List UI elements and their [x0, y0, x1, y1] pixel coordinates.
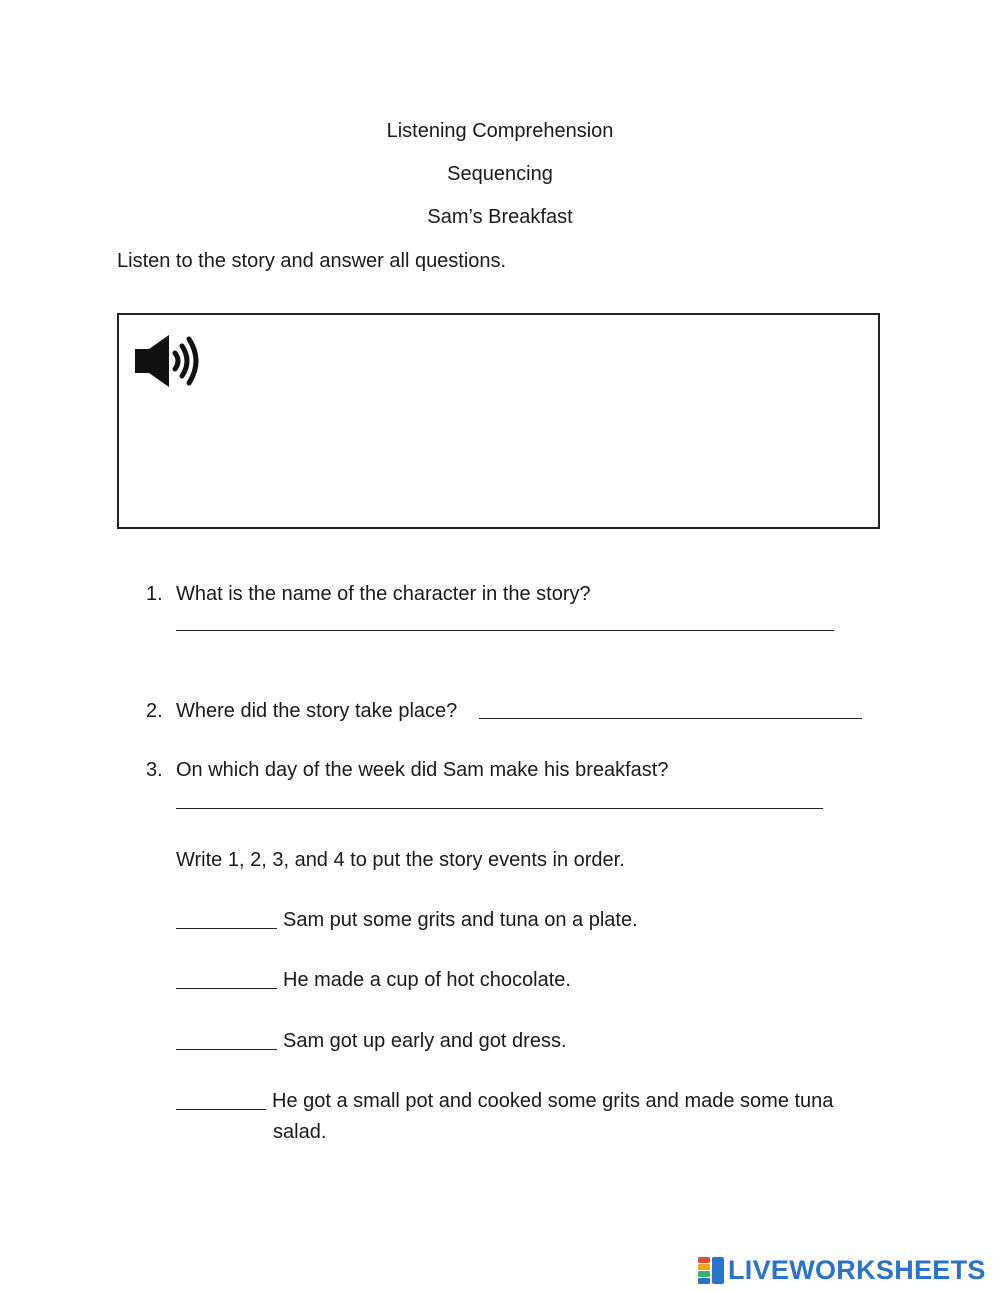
sequencing-instruction: Write 1, 2, 3, and 4 to put the story events in order. — [176, 849, 625, 871]
audio-player-box — [117, 313, 880, 529]
question-text: On which day of the week did Sam make his breakfast? — [176, 759, 669, 781]
order-blank[interactable] — [176, 988, 277, 989]
event-text: Sam got up early and got dress. — [283, 1030, 567, 1052]
logo-badge-icon — [698, 1255, 726, 1285]
question-number: 2. — [146, 700, 163, 722]
answer-line-q3[interactable] — [176, 808, 823, 809]
question-number: 3. — [146, 759, 163, 781]
worksheet-title: Listening Comprehension — [386, 120, 614, 142]
speaker-icon[interactable] — [133, 331, 205, 391]
event-text: He got a small pot and cooked some grits and made some tuna — [272, 1090, 834, 1112]
answer-line-q2[interactable] — [479, 718, 862, 719]
question-number: 1. — [146, 583, 163, 605]
story-title: Sam’s Breakfast — [427, 206, 573, 228]
worksheet-subtitle: Sequencing — [447, 163, 553, 185]
instructions-text: Listen to the story and answer all questions. — [117, 250, 507, 272]
question-text: Where did the story take place? — [176, 700, 458, 722]
answer-line-q1[interactable] — [176, 630, 834, 631]
question-text: What is the name of the character in the story? — [176, 583, 591, 605]
order-blank[interactable] — [176, 1109, 266, 1110]
logo-text: LIVEWORKSHEETS — [728, 1255, 986, 1285]
order-blank[interactable] — [176, 1049, 277, 1050]
event-text: He made a cup of hot chocolate. — [283, 969, 571, 991]
liveworksheets-logo — [698, 1255, 996, 1285]
event-text: Sam put some grits and tuna on a plate. — [283, 909, 638, 931]
order-blank[interactable] — [176, 928, 277, 929]
event-text-continuation: salad. — [273, 1121, 327, 1143]
